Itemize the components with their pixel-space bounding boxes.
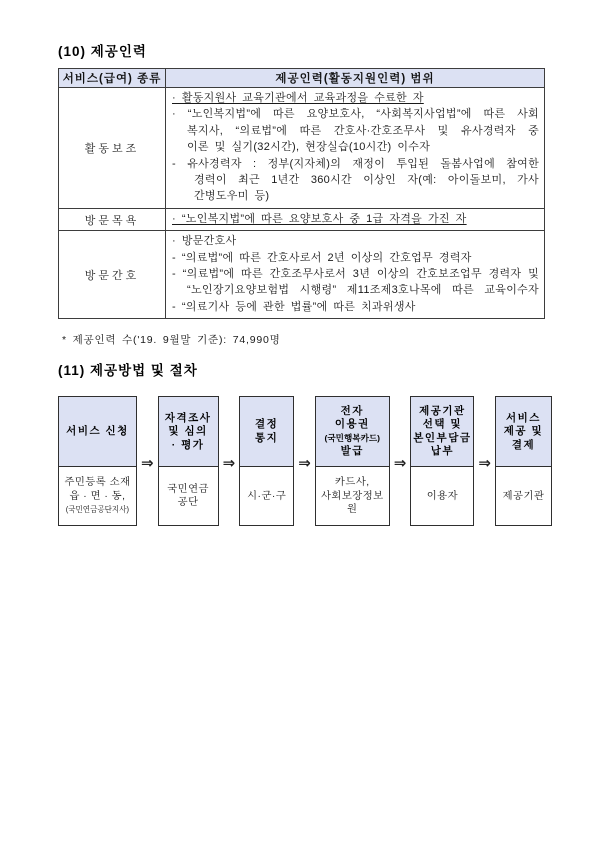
flow-step-decision-notice — [239, 396, 294, 526]
range-line: · 방문간호사 — [172, 235, 237, 248]
flow-step-qualification-review — [158, 396, 219, 526]
flow-step-service-application — [58, 396, 137, 526]
process-flow-diagram — [58, 396, 552, 526]
column-header-personnel-range: 제공인력(활동지원인력) 범위 — [166, 69, 545, 88]
table-row — [59, 88, 545, 209]
service-type-cell: 활동보조 — [59, 88, 166, 209]
range-line: 간병도우미 등) — [194, 190, 270, 203]
flow-arrow-icon: ⇒ — [141, 455, 154, 473]
range-line: - “의료법”에 따른 간호조무사로서 3년 이상의 간호보조업무 경력자 및 — [172, 268, 539, 281]
flow-step-title: 전자 이용권 (국민행복카드) 발급 — [316, 397, 389, 467]
flow-step-voucher-issuance — [315, 396, 390, 526]
range-line: - “의료기사 등에 관한 법률”에 따른 치과위생사 — [172, 300, 416, 313]
service-type-cell: 방문간호 — [59, 231, 166, 319]
flow-step-actor: 국민연금 공단 — [159, 467, 218, 525]
column-header-service-type: 서비스(급여) 종류 — [59, 69, 166, 88]
flow-arrow-icon: ⇒ — [478, 455, 491, 473]
table-header-row — [59, 69, 545, 88]
flow-step-actor: 카드사, 사회보장정보 원 — [316, 467, 389, 525]
flow-arrow-icon: ⇒ — [222, 455, 236, 473]
personnel-range-cell — [166, 208, 545, 230]
flow-step-title: 결정 통지 — [240, 397, 293, 467]
personnel-table — [58, 68, 545, 319]
flow-step-actor: 시·군·구 — [240, 467, 293, 525]
section-10-heading: (10) 제공인력 — [58, 44, 147, 59]
range-line: · “노인복지법”에 따른 요양보호사 중 1급 자격을 가진 자 — [172, 212, 467, 225]
flow-step-title: 서비스 신청 — [59, 397, 136, 467]
flow-step-title: 제공기관 선택 및 본인부담금 납부 — [411, 397, 473, 467]
table-row — [59, 208, 545, 230]
range-line: 경력이 최근 1년간 360시간 이상인 자(예: 아이돌보미, 가사 — [194, 174, 539, 187]
flow-arrow-icon: ⇒ — [393, 455, 407, 473]
flow-step-title: 자격조사 및 심의 · 평가 — [159, 397, 218, 467]
range-line: · 활동지원사 교육기관에서 교육과정을 수료한 자 — [172, 92, 424, 104]
range-line: “노인장기요양보험법 시행령” 제11조제3호나목에 따른 교육이수자 — [187, 284, 539, 297]
flow-step-title: 서비스 제공 및 결제 — [496, 397, 551, 467]
section-11-heading: (11) 제공방법 및 절차 — [58, 363, 198, 379]
range-line: - “의료법”에 따른 간호사로서 2년 이상의 간호업무 경력자 — [172, 251, 472, 264]
service-type-cell: 방문목욕 — [59, 208, 166, 230]
flow-arrow-icon: ⇒ — [298, 455, 311, 473]
flow-step-provider-selection-payment — [410, 396, 474, 526]
range-line: 이론 및 실기(32시간), 현장실습(10시간) 이수자 — [187, 141, 431, 154]
table-row — [59, 231, 545, 319]
personnel-range-cell — [166, 88, 545, 209]
personnel-count-note: * 제공인력 수('19. 9월말 기준): 74,990명 — [62, 334, 281, 347]
personnel-range-cell — [166, 231, 545, 319]
flow-step-actor: 제공기관 — [496, 467, 551, 525]
range-line: · “노인복지법”에 따른 요양보호사, “사회복지사업법”에 따른 사회 — [172, 108, 539, 121]
flow-step-actor: 주민등록 소재 읍 · 면 · 동, (국민연금공단지사) — [59, 467, 136, 525]
flow-step-actor: 이용자 — [411, 467, 473, 525]
flow-step-service-provision-settlement — [495, 396, 552, 526]
range-line: - 유사경력자 : 정부(지자체)의 재정이 투입된 돌봄사업에 참여한 — [172, 157, 539, 170]
range-line: 복지사, “의료법”에 따른 간호사·간호조무사 및 유사경력자 중 — [187, 124, 539, 137]
